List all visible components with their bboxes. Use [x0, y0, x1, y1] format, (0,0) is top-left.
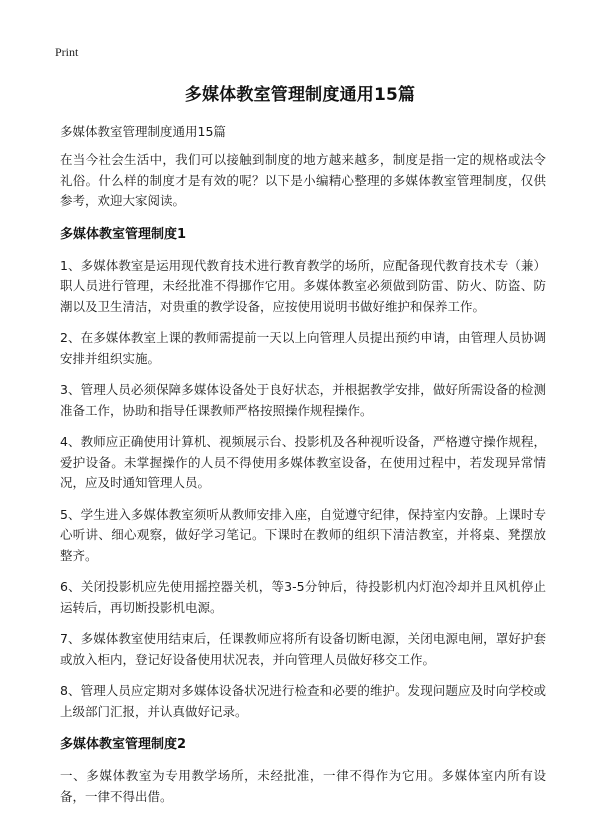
section-heading: 多媒体教室管理制度2: [60, 737, 187, 752]
section-paragraph: 5、学生进入多媒体教室须听从教师安排入座，自觉遵守纪律，保持室内安静。上课时专心听讲、细心观察，做好学习笔记。下课时在教师的组织下清洁教室，并将桌、凳摆放整齐。: [60, 506, 546, 563]
section-paragraph: 一、多媒体教室为专用教学场所，未经批准，一律不得作为它用。多媒体室内所有设备，一律不得出借。: [60, 768, 546, 804]
print-label: Print: [55, 45, 79, 59]
section-paragraph: 3、管理人员必须保障多媒体设备处于良好状态，并根据教学安排，做好所需设备的检测准备工作，协助和指导任课教师严格按照操作规程操作。: [60, 382, 546, 418]
intro-paragraph: 在当今社会生活中，我们可以接触到制度的地方越来越多，制度是指一定的规格或法令礼俗。什么样的制度才是有效的呢？以下是小编精心整理的多媒体教室管理制度，仅供参考，欢迎大家阅读。: [60, 152, 546, 208]
section-paragraph: 7、多媒体教室使用结束后，任课教师应将所有设备切断电源，关闭电源电闸，罩好护套或放入柜内，登记好设备使用状况表，并向管理人员做好移交工作。: [60, 631, 546, 667]
section-paragraph: 2、在多媒体教室上课的教师需提前一天以上向管理人员提出预约申请，由管理人员协调安排并组织实施。: [60, 330, 546, 366]
section-heading: 多媒体教室管理制度1: [60, 226, 187, 242]
section-paragraph: 1、多媒体教室是运用现代教育技术进行教育教学的场所，应配备现代教育技术专（兼）职人员进行管理，未经批准不得挪作它用。多媒体教室必须做到防雷、防火、防盗、防潮以及卫生清洁，对贵重的教学设备，应按使用说明书做好维护和保养工作。: [60, 257, 546, 314]
section-paragraph: 8、管理人员应定期对多媒体设备状况进行检查和必要的维护。发现问题应及时向学校或上级部门汇报，并认真做好记录。: [60, 683, 546, 719]
document-subtitle: 多媒体教室管理制度通用15篇: [60, 124, 226, 139]
section-2: [60, 735, 546, 807]
document-body: [60, 122, 546, 818]
section-1: [60, 225, 546, 723]
section-paragraph: 4、教师应正确使用计算机、视频展示台、投影机及各种视听设备，严格遵守操作规程，爱护设备。未掌握操作的人员不得使用多媒体教室设备，在使用过程中，若发现异常情况，应及时通知管理人员。: [60, 434, 546, 490]
section-paragraph: 6、关闭投影机应先使用摇控器关机，等3-5分钟后，待投影机内灯泡冷却并且风机停止运转后，再切断投影机电源。: [60, 579, 546, 615]
page-title: 多媒体教室管理制度通用15篇: [184, 85, 416, 105]
